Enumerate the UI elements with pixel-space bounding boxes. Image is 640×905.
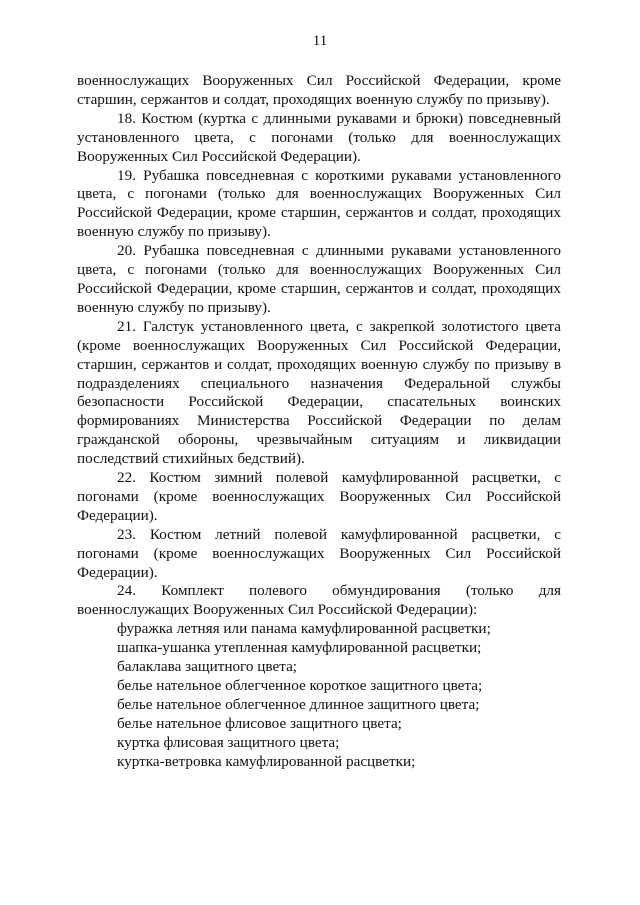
list-item: фуражка летняя или панама камуфлированной расцветки; xyxy=(117,620,491,638)
page-number: 11 xyxy=(312,33,328,49)
list-item: белье нательное облегченное короткое защитного цвета; xyxy=(117,677,483,694)
paragraph-item-18: 18. Костюм (куртка с длинными рукавами и брюки) повседневный установленного цвета, с погонами (только для военнослужащих Вооруженных Сил Российской Федерации). xyxy=(77,109,561,165)
document-body xyxy=(77,72,561,772)
paragraph-item-19: 19. Рубашка повседневная с короткими рукавами установленного цвета, с погонами (только для военнослужащих Вооруженных Сил Российской Федерации, кроме старшин, сержантов и солдат, проходящих военную службу по призыву). xyxy=(77,166,561,241)
list-item: куртка-ветровка камуфлированной расцветки; xyxy=(117,752,416,770)
list-item: шапка-ушанка утепленная камуфлированной расцветки; xyxy=(117,639,482,657)
paragraph-item-20: 20. Рубашка повседневная с длинными рукавами установленного цвета, с погонами (только для военнослужащих Вооруженных Сил Российской Федерации, кроме старшин, сержантов и солдат, проходящих военную службу по призыву). xyxy=(77,242,561,316)
list-item: куртка флисовая защитного цвета; xyxy=(117,733,340,751)
paragraph-item-24: 24. Комплект полевого обмундирования (только для военнослужащих Вооруженных Сил Российской Федерации): xyxy=(77,582,561,619)
paragraph-item-22: 22. Костюм зимний полевой камуфлированной расцветки, с погонами (кроме военнослужащих Вооруженных Сил Российской Федерации). xyxy=(77,469,561,524)
list-item: балаклава защитного цвета; xyxy=(117,658,298,676)
paragraph-continuation: военнослужащих Вооруженных Сил Российской Федерации, кроме старшин, сержантов и солдат, проходящих военную службу по призыву). xyxy=(77,72,561,108)
paragraph-item-23: 23. Костюм летний полевой камуфлированной расцветки, с погонами (кроме военнослужащих Вооруженных Сил Российской Федерации). xyxy=(77,525,561,581)
list-item: белье нательное облегченное длинное защитного цвета; xyxy=(117,695,480,713)
list-item: белье нательное флисовое защитного цвета; xyxy=(117,714,402,732)
paragraph-item-21: 21. Галстук установленного цвета, с закрепкой золотистого цвета (кроме военнослужащих Вооруженных Сил Российской Федерации, старшин, сержантов и солдат, проходящих военную службу по призыву в подразделениях специального назначения Федеральной службы безопасности Российской Федерации, спасательных воинских формированиях Министерства Российской Федерации по делам гражданской обороны, чрезвычайным ситуациям и ликвидации последствий стихийных бедствий). xyxy=(77,317,561,468)
